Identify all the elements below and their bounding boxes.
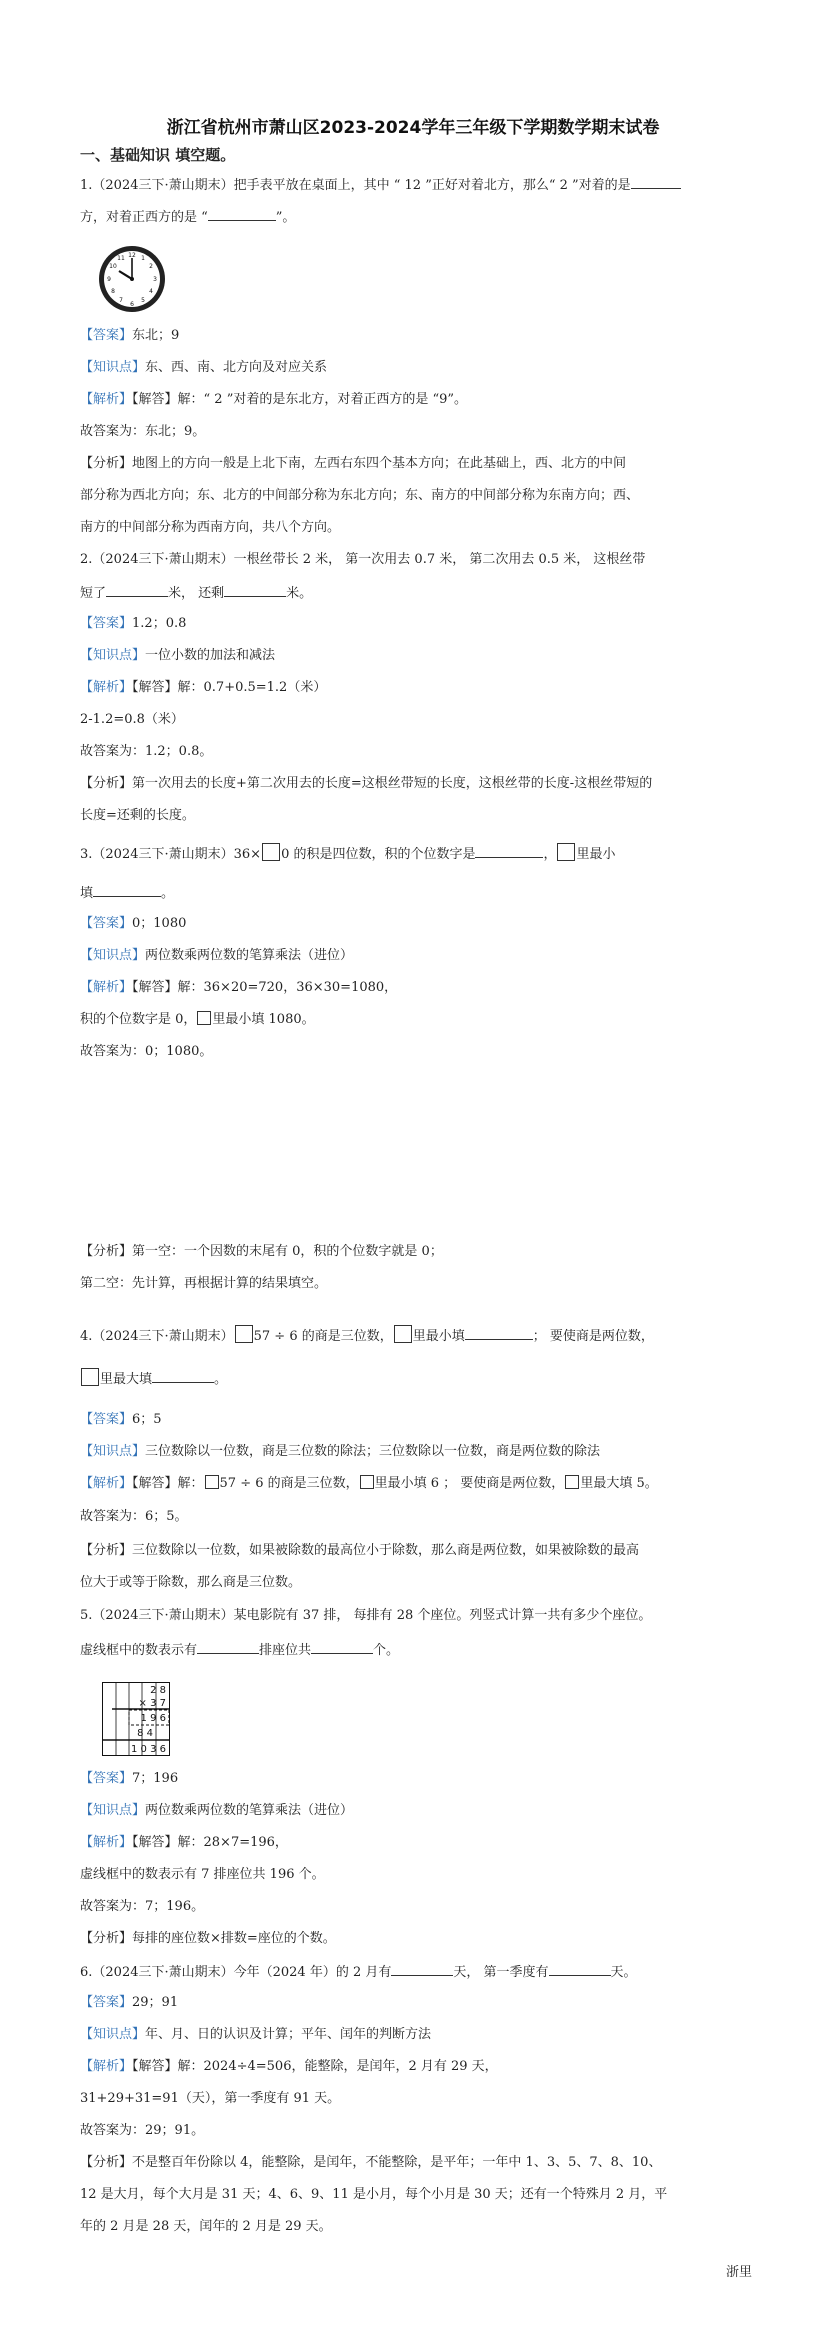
blank-box <box>197 1011 211 1025</box>
q1-fenxi-3: 南方的中间部分称为西南方向，共八个方向。 <box>80 520 341 535</box>
q4-answer: 【答案】6；5 <box>80 1412 162 1427</box>
vertical-row: 8 4 <box>137 1728 153 1739</box>
page-title: 浙江省杭州市萧山区2023-2024学年三年级下学期数学期末试卷 <box>166 118 660 138</box>
q4-result: 故答案为：6；5。 <box>80 1509 188 1524</box>
q6-fenxi: 【分析】不是整百年份除以 4，能整除，是闰年，不能整除，是平年；一年中 1、3、5、7、8、10、 <box>80 2155 662 2170</box>
q5-stem-2: 虚线框中的数表示有 排座位共 个。 <box>80 1640 399 1660</box>
blank-box <box>557 843 575 861</box>
q6-analysis: 【解析】【解答】解：2024÷4=506，能整除，是闰年，2 月有 29 天， <box>80 2059 498 2074</box>
q1-stem: 1.（2024三下·萧山期末）把手表平放在桌面上，其中 “ 12 ”正好对着北方，那么“ 2 ”对着的是 <box>80 175 681 195</box>
q2-analysis: 【解析】【解答】解：0.7+0.5=1.2（米） <box>80 680 327 695</box>
q1-fenxi: 【分析】地图上的方向一般是上北下南，左西右东四个基本方向；在此基础上，西、北方的中间 <box>80 456 627 471</box>
clock-number: 5 <box>141 297 145 304</box>
q2-fenxi: 【分析】第一次用去的长度+第二次用去的长度=这根丝带短的长度，这根丝带的长度-这根丝带短的 <box>80 776 653 791</box>
q3-stem: 3.（2024三下·萧山期末）36× 0 的积是四位数，积的个位数字是 ， 里最小 <box>80 843 616 864</box>
q1-analysis: 【解析】【解答】解：“ 2 ”对着的是东北方，对着正西方的是 “9”。 <box>80 392 468 407</box>
vertical-row: 1 0 3 6 <box>131 1744 166 1755</box>
q6-calc: 31+29+31=91（天），第一季度有 91 天。 <box>80 2091 341 2106</box>
q2-knowledge: 【知识点】一位小数的加法和减法 <box>80 648 276 663</box>
q6-stem: 6.（2024三下·萧山期末）今年（2024 年）的 2 月有 天， 第一季度有 天。 <box>80 1962 637 1982</box>
vertical-row: × 3 7 <box>138 1698 166 1709</box>
blank-box <box>81 1368 99 1386</box>
q5-result: 故答案为：7；196。 <box>80 1899 205 1914</box>
q2-stem-2: 短了 米， 还剩 米。 <box>80 583 312 603</box>
q2-stem: 2.（2024三下·萧山期末）一根丝带长 2 米， 第一次用去 0.7 米， 第二次用去 0.5 米， 这根丝带 <box>80 552 646 567</box>
blank-box <box>205 1475 219 1489</box>
q1-fenxi-2: 部分称为西北方向；东、北方的中间部分称为东北方向；东、南方的中间部分称为东南方向；西、 <box>80 488 640 503</box>
q5-answer: 【答案】7；196 <box>80 1771 179 1786</box>
blank-box <box>262 843 280 861</box>
clock-number: 12 <box>128 252 136 259</box>
clock-number: 11 <box>117 255 125 262</box>
q6-fenxi-3: 年的 2 月是 28 天，闰年的 2 月是 29 天。 <box>80 2219 332 2234</box>
vertical-row: 2 8 <box>150 1685 166 1696</box>
q3-knowledge: 【知识点】两位数乘两位数的笔算乘法（进位） <box>80 948 354 963</box>
clock-number: 2 <box>149 263 153 270</box>
page-footer: 浙里 <box>725 2265 752 2280</box>
vertical-multiplication <box>102 1682 170 1756</box>
blank-box <box>235 1325 253 1343</box>
q6-knowledge: 【知识点】年、月、日的认识及计算；平年、闰年的判断方法 <box>80 2027 432 2042</box>
q5-analysis: 【解析】【解答】解：28×7=196， <box>80 1835 288 1850</box>
q5-calc: 虚线框中的数表示有 7 排座位共 196 个。 <box>80 1867 325 1882</box>
q2-calc: 2-1.2=0.8（米） <box>80 712 184 727</box>
section-heading: 一、基础知识 填空题。 <box>80 146 236 164</box>
q2-result: 故答案为：1.2；0.8。 <box>80 744 213 759</box>
clock-number: 1 <box>141 255 145 262</box>
q5-stem: 5.（2024三下·萧山期末）某电影院有 37 排， 每排有 28 个座位。列竖式计算一共有多少个座位。 <box>80 1608 652 1623</box>
q1-result: 故答案为：东北；9。 <box>80 424 206 439</box>
vertical-row: 1 9 6 <box>140 1713 166 1724</box>
q1-knowledge: 【知识点】东、西、南、北方向及对应关系 <box>80 360 328 375</box>
q2-fenxi-2: 长度=还剩的长度。 <box>80 808 195 823</box>
q4-fenxi: 【分析】三位数除以一位数，如果被除数的最高位小于除数，那么商是两位数，如果被除数的最高 <box>80 1543 640 1558</box>
q3-stem-2: 填 。 <box>80 883 174 903</box>
q4-fenxi-2: 位大于或等于除数，那么商是三位数。 <box>80 1575 302 1590</box>
q2-answer: 【答案】1.2；0.8 <box>80 616 187 631</box>
clock-number: 3 <box>153 276 157 283</box>
q6-answer: 【答案】29；91 <box>80 1995 179 2010</box>
clock-number: 10 <box>109 263 117 270</box>
clock-number: 9 <box>107 276 111 283</box>
q3-analysis: 【解析】【解答】解：36×20=720，36×30=1080， <box>80 980 398 995</box>
clock-image <box>97 244 167 314</box>
q1-stem-2: 方，对着正西方的是 “ ”。 <box>80 207 295 227</box>
clock-number: 7 <box>119 297 123 304</box>
q3-calc: 积的个位数字是 0， 里最小填 1080。 <box>80 1012 315 1027</box>
q3-fenxi-2: 第二空：先计算，再根据计算的结果填空。 <box>80 1276 328 1291</box>
q3-fenxi: 【分析】第一空：一个因数的末尾有 0，积的个位数字就是 0； <box>80 1244 443 1259</box>
q6-result: 故答案为：29；91。 <box>80 2123 205 2138</box>
q4-analysis: 【解析】【解答】解： 57 ÷ 6 的商是三位数， 里最小填 6 ； 要使商是两位数， 里最大填 5。 <box>80 1476 658 1491</box>
q5-knowledge: 【知识点】两位数乘两位数的笔算乘法（进位） <box>80 1803 354 1818</box>
q1-answer: 【答案】东北；9 <box>80 328 180 343</box>
clock-number: 8 <box>111 288 115 295</box>
clock-number: 4 <box>149 288 153 295</box>
q3-result: 故答案为：0；1080。 <box>80 1044 213 1059</box>
q6-fenxi-2: 12 是大月，每个大月是 31 天；4、6、9、11 是小月，每个小月是 30 天；还有一个特殊月 2 月，平 <box>80 2187 668 2202</box>
blank-box <box>394 1325 412 1343</box>
blank-box <box>360 1475 374 1489</box>
clock-number: 6 <box>130 301 134 308</box>
q3-answer: 【答案】0；1080 <box>80 916 187 931</box>
q4-stem: 4.（2024三下·萧山期末） 57 ÷ 6 的商是三位数， 里最小填 ； 要使商是两位数， <box>80 1325 654 1346</box>
q4-knowledge: 【知识点】三位数除以一位数，商是三位数的除法；三位数除以一位数，商是两位数的除法 <box>80 1444 601 1459</box>
q5-fenxi: 【分析】每排的座位数×排数=座位的个数。 <box>80 1931 336 1946</box>
q4-stem-2: 里最大填 。 <box>80 1368 227 1389</box>
blank-box <box>565 1475 579 1489</box>
